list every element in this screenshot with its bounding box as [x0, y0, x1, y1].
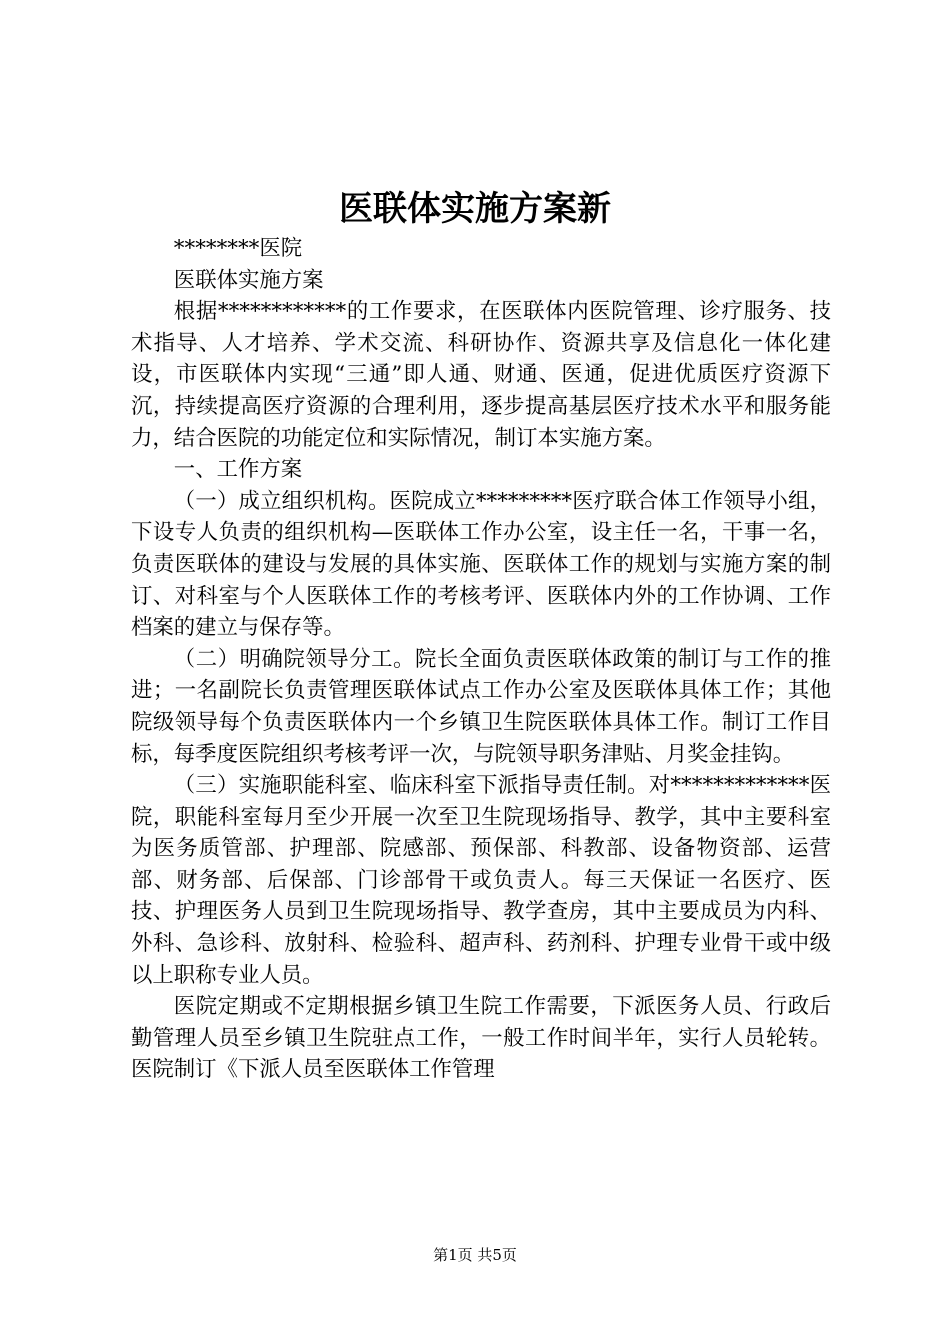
page-number-footer: 第1页 共5页 — [433, 1246, 517, 1264]
intro-paragraph: 根据************的工作要求，在医联体内医院管理、诊疗服务、技术指导、人才培养、学术交流、科研协作、资源共享及信息化一体化建设，市医联体内实现“三通”即人通、财通、医通，促进优质医疗资源下沉，持续提高医疗资源的合理利用，逐步提高基层医疗技术水平和服务能力，结合医院的功能定位和实际情况，制订本实施方案。 — [131, 299, 831, 451]
section-heading: 一、工作方案 — [173, 457, 303, 483]
document-title: 医联体实施方案新 — [339, 189, 611, 229]
paragraph-responsibility: （三）实施职能科室、临床科室下派指导责任制。对*************医院，职能科室每月至少开展一次至卫生院现场指导、教学，其中主要科室为医务质管部、护理部、院感部、预保部、科教部、设备物资部、运营部、财务部、后保部、门诊部骨干或负责人。每三天保证一名医疗、医技、护理医务人员到卫生院现场指导、教学查房，其中主要成员为内科、外科、急诊科、放射科、检验科、超声科、药剂科、护理专业骨干或中级以上职称专业人员。 — [131, 773, 831, 988]
document-body — [131, 233, 831, 1086]
paragraph-organization: （一）成立组织机构。医院成立*********医疗联合体工作领导小组，下设专人负责的组织机构—医联体工作办公室，设主任一名，干事一名，负责医联体的建设与发展的具体实施、医联体工作的规划与实施方案的制订、对科室与个人医联体工作的考核考评、医联体内外的工作协调、工作档案的建立与保存等。 — [131, 488, 831, 641]
hospital-name-line: ********医院 — [173, 236, 303, 261]
paragraph-leadership: （二）明确院领导分工。院长全面负责医联体政策的制订与工作的推进；一名副院长负责管理医联体试点工作办公室及医联体具体工作；其他院级领导每个负责医联体内一个乡镇卫生院医联体具体工作。制订工作目标，每季度医院组织考核考评一次，与院领导职务津贴、月奖金挂钩。 — [131, 646, 831, 767]
paragraph-dispatch: 医院定期或不定期根据乡镇卫生院工作需要，下派医务人员、行政后勤管理人员至乡镇卫生院驻点工作，一般工作时间半年，实行人员轮转。医院制订《下派人员至医联体工作管理 — [131, 994, 831, 1083]
plan-subtitle-line: 医联体实施方案 — [173, 267, 324, 293]
